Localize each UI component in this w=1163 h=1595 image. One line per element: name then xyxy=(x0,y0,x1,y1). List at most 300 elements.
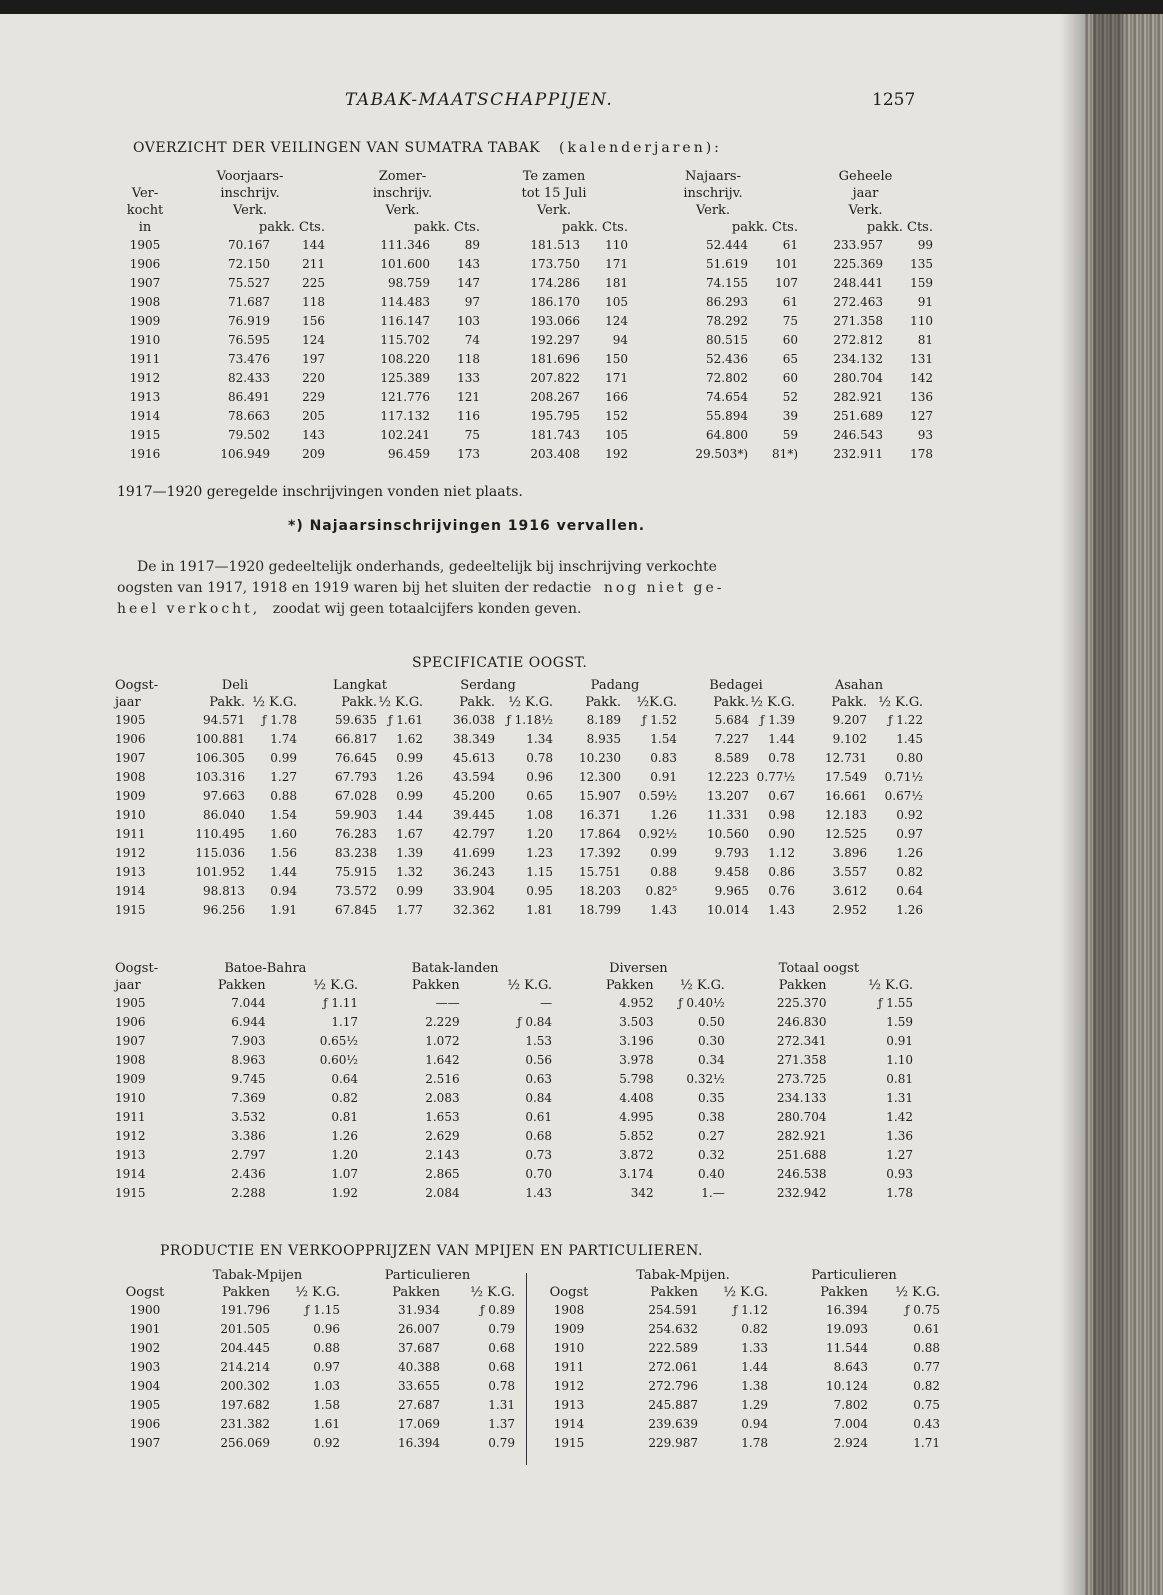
table-cell: Pakk. xyxy=(341,695,377,710)
table-row xyxy=(540,1320,940,1339)
table-cell: 0.34 xyxy=(698,1053,725,1067)
table-cell: ƒ 1.78 xyxy=(262,713,297,727)
table-cell: 0.65½ xyxy=(319,1034,359,1048)
table-cell: 2.797 xyxy=(231,1148,266,1162)
table-cell: 10.560 xyxy=(707,827,749,841)
table-cell: 36.243 xyxy=(453,865,495,879)
table-cell: Diversen xyxy=(609,961,668,976)
table-cell: Asahan xyxy=(834,678,884,693)
table-row xyxy=(115,749,923,768)
table-cell: 17.069 xyxy=(398,1417,440,1431)
table-cell: 10.230 xyxy=(579,751,621,765)
table-cell: 1.81 xyxy=(526,903,553,917)
table-cell: Verk. xyxy=(536,203,572,218)
table-cell: 178 xyxy=(910,447,933,461)
table-cell: 94 xyxy=(612,333,628,347)
table-cell: 1908 xyxy=(115,1053,146,1067)
table-cell: 131 xyxy=(910,352,933,366)
table-cell: Oogst xyxy=(549,1285,589,1300)
table-cell: ƒ 1.18½ xyxy=(506,713,553,727)
table-cell: 1907 xyxy=(129,276,161,290)
table-cell: 67.845 xyxy=(335,903,377,917)
table-cell: 0.99 xyxy=(270,751,297,765)
table-cell: 125.389 xyxy=(380,371,430,385)
table-row xyxy=(115,1051,913,1070)
table-cell: 74.654 xyxy=(706,390,748,404)
table-cell: 118 xyxy=(457,352,480,366)
table-cell: —— xyxy=(435,996,460,1010)
table-cell: 1.45 xyxy=(896,732,923,746)
table-cell: 116.147 xyxy=(380,314,430,328)
table-cell: Padang xyxy=(590,678,640,693)
table-cell: 0.32½ xyxy=(686,1072,725,1086)
table-cell: 0.77½ xyxy=(756,770,795,784)
table-row xyxy=(540,1339,940,1358)
specificatie-table-1-body xyxy=(115,711,923,920)
table-cell: 103.316 xyxy=(195,770,245,784)
table-cell: inschrijv. xyxy=(220,186,280,201)
table-cell: 251.689 xyxy=(833,409,883,423)
table-cell: 1.53 xyxy=(525,1034,553,1048)
table-cell: ½ K.G. xyxy=(878,695,923,710)
table-cell: 121.776 xyxy=(380,390,430,404)
table-cell: 152 xyxy=(605,409,628,423)
table-cell: 205 xyxy=(302,409,325,423)
table-cell: 0.97 xyxy=(896,827,923,841)
table-cell: 273.725 xyxy=(776,1072,827,1086)
table-cell: 12.731 xyxy=(825,751,867,765)
table-cell: ½ K.G. xyxy=(750,695,795,710)
table-cell: 1915 xyxy=(129,428,161,442)
table-row xyxy=(115,369,933,388)
table-cell: Pakk. xyxy=(459,695,495,710)
table-cell: 4.952 xyxy=(619,996,654,1010)
table-cell: 203.408 xyxy=(530,447,580,461)
table-cell: 272.796 xyxy=(648,1379,698,1393)
table-row xyxy=(115,1339,515,1358)
table-cell: 0.97 xyxy=(313,1360,340,1374)
table-cell: 0.79 xyxy=(488,1436,515,1450)
table-cell: 0.61 xyxy=(525,1110,553,1124)
table-cell: 181 xyxy=(605,276,628,290)
specificatie-table-2 xyxy=(115,960,913,1203)
table-cell: 76.283 xyxy=(335,827,377,841)
productie-table-right xyxy=(540,1267,940,1453)
table-cell: 1903 xyxy=(129,1360,161,1374)
table-cell: 0.95 xyxy=(526,884,553,898)
table-cell: Pakk. xyxy=(209,695,245,710)
table-cell: 97.663 xyxy=(203,789,245,803)
table-cell: 1.56 xyxy=(270,846,297,860)
table-cell: 1914 xyxy=(553,1417,585,1431)
table-cell: 1915 xyxy=(115,1186,146,1200)
table-cell: Langkat xyxy=(333,678,387,693)
productie-table-right-body xyxy=(540,1301,940,1453)
table-cell: 222.589 xyxy=(648,1341,698,1355)
table-cell: 39.445 xyxy=(453,808,495,822)
table-cell: 1.38 xyxy=(741,1379,768,1393)
table-cell: 3.532 xyxy=(231,1110,266,1124)
table-row xyxy=(540,1267,940,1284)
productie-table-left-body xyxy=(115,1301,515,1453)
table-cell: Geheele xyxy=(838,169,893,184)
table-cell: 0.32 xyxy=(698,1148,725,1162)
table-cell: 106.949 xyxy=(220,447,270,461)
table-cell: 98.759 xyxy=(388,276,430,290)
table-cell: 232.911 xyxy=(833,447,883,461)
table-cell: 0.76 xyxy=(768,884,795,898)
table-cell: 1.23 xyxy=(526,846,553,860)
table-row xyxy=(540,1358,940,1377)
table-cell: 43.594 xyxy=(453,770,495,784)
table-cell: 1910 xyxy=(129,333,161,347)
table-cell: 2.516 xyxy=(425,1072,460,1086)
table-cell: 8.189 xyxy=(586,713,621,727)
table-cell: 142 xyxy=(910,371,933,385)
table-cell: 55.894 xyxy=(706,409,748,423)
table-cell: 1913 xyxy=(115,865,146,879)
veilingen-title-suffix: (kalenderjaren): xyxy=(559,140,722,156)
table-cell: pakk. Cts. xyxy=(413,220,480,235)
table-cell: 115.036 xyxy=(195,846,245,860)
table-cell: ƒ 1.12 xyxy=(733,1303,768,1317)
table-cell: kocht xyxy=(126,203,164,218)
table-row xyxy=(115,407,933,426)
table-cell: ½ K.G. xyxy=(895,1285,940,1300)
table-row xyxy=(115,185,933,202)
table-cell: 1.27 xyxy=(270,770,297,784)
table-cell: 96.256 xyxy=(203,903,245,917)
table-cell: 39 xyxy=(782,409,798,423)
table-cell: 2.629 xyxy=(425,1129,460,1143)
table-cell: ½ K.G. xyxy=(723,1285,768,1300)
table-cell: 96.459 xyxy=(388,447,430,461)
table-cell: 4.995 xyxy=(619,1110,654,1124)
table-cell: 65 xyxy=(782,352,798,366)
table-row xyxy=(115,1358,515,1377)
table-cell: 229 xyxy=(302,390,325,404)
table-cell: 6.944 xyxy=(231,1015,266,1029)
table-row xyxy=(540,1377,940,1396)
table-cell: 1906 xyxy=(129,257,161,271)
table-cell: Verk. xyxy=(848,203,883,218)
table-cell: 76.595 xyxy=(228,333,270,347)
table-cell: 45.613 xyxy=(453,751,495,765)
table-cell: 2.229 xyxy=(425,1015,460,1029)
table-cell: 110 xyxy=(605,238,628,252)
table-row xyxy=(115,331,933,350)
table-cell: Verk. xyxy=(385,203,420,218)
table-cell: 117.132 xyxy=(380,409,430,423)
table-cell: 61 xyxy=(782,295,798,309)
table-cell: Batoe-Bahra xyxy=(224,961,307,976)
table-row xyxy=(115,863,923,882)
table-cell: 220 xyxy=(302,371,325,385)
table-cell: 282.921 xyxy=(833,390,883,404)
table-cell: 1.44 xyxy=(270,865,297,879)
table-row xyxy=(115,1415,515,1434)
table-cell: ƒ 1.22 xyxy=(888,713,923,727)
table-cell: 1914 xyxy=(115,884,146,898)
table-row xyxy=(115,882,923,901)
table-cell: 42.797 xyxy=(453,827,495,841)
table-cell: 1.37 xyxy=(488,1417,515,1431)
table-row xyxy=(115,711,923,730)
running-head-title: TABAK-MAATSCHAPPIJEN. xyxy=(345,90,614,110)
table-cell: 17.549 xyxy=(825,770,867,784)
table-cell: 181.513 xyxy=(530,238,580,252)
table-cell: 19.093 xyxy=(826,1322,868,1336)
table-cell: ½ K.G. xyxy=(313,978,359,993)
specificatie-table-2-header xyxy=(115,960,913,994)
table-cell: 10.124 xyxy=(826,1379,868,1393)
table-cell: Pakk. xyxy=(831,695,867,710)
table-cell: 1.71 xyxy=(913,1436,940,1450)
table-cell: 1911 xyxy=(115,1110,146,1124)
table-cell: 12.183 xyxy=(825,808,867,822)
table-cell: 0.82 xyxy=(896,865,923,879)
table-cell: 1907 xyxy=(115,1034,146,1048)
productie-table-right-header xyxy=(540,1267,940,1301)
table-cell: 1.78 xyxy=(886,1186,913,1200)
table-cell: 144 xyxy=(302,238,325,252)
table-cell: 0.78 xyxy=(526,751,553,765)
table-cell: 67.793 xyxy=(335,770,377,784)
table-cell: 197.682 xyxy=(220,1398,270,1412)
table-cell: 272.341 xyxy=(776,1034,827,1048)
table-cell: jaar xyxy=(115,695,141,710)
table-cell: 209 xyxy=(302,447,325,461)
table-cell: 1914 xyxy=(129,409,161,423)
table-cell: 256.069 xyxy=(220,1436,270,1450)
table-row xyxy=(115,1184,913,1203)
table-cell: 0.88 xyxy=(650,865,677,879)
table-cell: 59 xyxy=(782,428,798,442)
table-cell: 124 xyxy=(302,333,325,347)
table-row xyxy=(115,1434,515,1453)
table-cell: 121 xyxy=(457,390,480,404)
table-cell: 12.525 xyxy=(825,827,867,841)
table-cell: 114.483 xyxy=(380,295,430,309)
table-cell: 82.433 xyxy=(228,371,270,385)
table-cell: 207.822 xyxy=(530,371,580,385)
table-cell: 1.67 xyxy=(396,827,423,841)
table-cell: 181.743 xyxy=(530,428,580,442)
table-cell: 0.81 xyxy=(886,1072,913,1086)
table-cell: 75.915 xyxy=(335,865,377,879)
table-cell: 9.745 xyxy=(231,1072,266,1086)
book-page-edges xyxy=(1085,14,1163,1595)
table-cell: 94.571 xyxy=(203,713,245,727)
table-cell: 1.91 xyxy=(270,903,297,917)
table-cell: 0.60½ xyxy=(319,1053,359,1067)
table-row xyxy=(115,293,933,312)
table-cell: 173 xyxy=(457,447,480,461)
table-cell: Pakken xyxy=(605,978,654,993)
table-cell: 1.12 xyxy=(768,846,795,860)
table-cell: 0.88 xyxy=(270,789,297,803)
table-row xyxy=(115,236,933,255)
table-cell: 9.207 xyxy=(832,713,867,727)
table-row xyxy=(115,1165,913,1184)
table-cell: 1915 xyxy=(115,903,146,917)
table-row xyxy=(115,1320,515,1339)
table-cell: 0.80 xyxy=(896,751,923,765)
table-cell: 0.90 xyxy=(768,827,795,841)
table-cell: ½ K.G. xyxy=(252,695,297,710)
table-cell: 239.639 xyxy=(648,1417,698,1431)
table-cell: 192.297 xyxy=(530,333,580,347)
table-cell: 52 xyxy=(782,390,798,404)
table-cell: 66.817 xyxy=(335,732,377,746)
paragraph-line-3 xyxy=(117,599,581,620)
table-cell: 193.066 xyxy=(530,314,580,328)
table-cell: 67.028 xyxy=(335,789,377,803)
table-cell: 0.43 xyxy=(913,1417,940,1431)
table-cell: ƒ 1.61 xyxy=(388,713,423,727)
table-cell: 60 xyxy=(782,371,798,385)
paragraph-line-2-spaced: nog niet ge- xyxy=(603,580,725,596)
table-cell: 1911 xyxy=(129,352,161,366)
table-cell: 1.07 xyxy=(331,1167,359,1181)
table-cell: 1.62 xyxy=(396,732,423,746)
paragraph-line-3-spaced: heel verkocht, xyxy=(117,601,261,617)
table-cell: 107 xyxy=(775,276,798,290)
table-cell: ƒ 0.75 xyxy=(905,1303,940,1317)
table-cell: 2.952 xyxy=(832,903,867,917)
table-cell: 233.957 xyxy=(833,238,883,252)
table-cell: 4.408 xyxy=(619,1091,654,1105)
table-cell: 1907 xyxy=(115,751,146,765)
table-row xyxy=(540,1396,940,1415)
table-cell: 7.044 xyxy=(231,996,266,1010)
table-cell: 80.515 xyxy=(706,333,748,347)
table-cell: Pakken xyxy=(820,1285,868,1300)
table-cell: 1909 xyxy=(115,1072,146,1086)
table-cell: Ver- xyxy=(131,186,159,201)
table-cell: 1906 xyxy=(129,1417,161,1431)
table-row xyxy=(115,977,913,994)
table-cell: 12.223 xyxy=(707,770,749,784)
table-cell: ½ K.G. xyxy=(295,1285,340,1300)
veilingen-title-text: OVERZICHT DER VEILINGEN VAN SUMATRA TABAK xyxy=(133,140,541,156)
table-cell: Pakken xyxy=(222,1285,270,1300)
table-cell: 0.35 xyxy=(698,1091,725,1105)
table-cell: 97 xyxy=(464,295,480,309)
table-cell: 101 xyxy=(775,257,798,271)
table-cell: Batak-landen xyxy=(411,961,499,976)
table-cell: 192 xyxy=(605,447,628,461)
table-cell: 1.31 xyxy=(488,1398,515,1412)
table-cell: 1904 xyxy=(129,1379,161,1393)
productie-title: PRODUCTIE EN VERKOOPPRIJZEN VAN MPIJEN EN PARTICULIEREN. xyxy=(160,1243,703,1259)
table-cell: 1914 xyxy=(115,1167,146,1181)
table-cell: 2.288 xyxy=(231,1186,266,1200)
table-cell: jaar xyxy=(115,978,141,993)
table-cell: 0.61 xyxy=(913,1322,940,1336)
table-row xyxy=(115,1070,913,1089)
table-cell: 1908 xyxy=(129,295,161,309)
table-cell: Tabak-Mpijen. xyxy=(636,1268,730,1283)
table-cell: 18.203 xyxy=(579,884,621,898)
table-cell: ƒ 1.15 xyxy=(305,1303,340,1317)
table-cell: 16.371 xyxy=(579,808,621,822)
table-cell: 11.544 xyxy=(826,1341,868,1355)
table-cell: 91 xyxy=(917,295,933,309)
table-cell: 1909 xyxy=(115,789,146,803)
table-cell: ƒ 1.11 xyxy=(323,996,359,1010)
table-cell: pakk. Cts. xyxy=(866,220,933,235)
table-cell: Voorjaars- xyxy=(216,169,284,184)
table-cell: 1902 xyxy=(129,1341,161,1355)
table-cell: 1905 xyxy=(115,996,146,1010)
table-cell: 89 xyxy=(464,238,480,252)
table-cell: 0.88 xyxy=(913,1341,940,1355)
table-cell: 86.491 xyxy=(228,390,270,404)
table-cell: 1.31 xyxy=(886,1091,913,1105)
table-cell: 1.34 xyxy=(526,732,553,746)
table-row xyxy=(115,202,933,219)
table-cell: 111.346 xyxy=(380,238,430,252)
table-cell: 0.50 xyxy=(698,1015,725,1029)
table-cell: 3.196 xyxy=(619,1034,654,1048)
table-cell: 200.302 xyxy=(220,1379,270,1393)
table-cell: 75 xyxy=(464,428,480,442)
paragraph-line-1: De in 1917—1920 gedeeltelijk onderhands, gedeeltelijk bij inschrijving verkochte xyxy=(137,559,717,575)
table-cell: 101.600 xyxy=(380,257,430,271)
table-cell: 1.26 xyxy=(396,770,423,784)
table-cell: Deli xyxy=(221,678,249,693)
table-cell: 86.040 xyxy=(203,808,245,822)
table-cell: 100.881 xyxy=(195,732,245,746)
table-cell: 0.73 xyxy=(525,1148,553,1162)
table-row xyxy=(115,168,933,185)
table-cell: 1.39 xyxy=(396,846,423,860)
table-cell: 7.903 xyxy=(231,1034,266,1048)
table-cell: 246.543 xyxy=(833,428,883,442)
table-cell: 1.54 xyxy=(650,732,677,746)
table-cell: ½ K.G. xyxy=(680,978,725,993)
table-cell: 0.64 xyxy=(331,1072,359,1086)
table-cell: 1905 xyxy=(129,1398,161,1412)
paragraph-line-2 xyxy=(117,578,725,599)
table-cell: 71.687 xyxy=(228,295,270,309)
table-cell: 0.77 xyxy=(913,1360,940,1374)
table-cell: ½ K.G. xyxy=(378,695,423,710)
table-cell: 60 xyxy=(782,333,798,347)
table-cell: 1.— xyxy=(701,1186,725,1200)
table-row xyxy=(115,730,923,749)
table-cell: Verk. xyxy=(695,203,731,218)
specificatie-title: SPECIFICATIE OOGST. xyxy=(412,655,588,671)
table-cell: 52.444 xyxy=(706,238,748,252)
table-cell: 0.64 xyxy=(896,884,923,898)
table-cell: 1.61 xyxy=(313,1417,340,1431)
table-cell: 135 xyxy=(910,257,933,271)
table-cell: 1.59 xyxy=(886,1015,913,1029)
table-cell: 59.635 xyxy=(335,713,377,727)
table-cell: Verk. xyxy=(232,203,268,218)
table-cell: ½ K.G. xyxy=(868,978,913,993)
veilingen-table-body xyxy=(115,236,933,464)
table-cell: 1912 xyxy=(115,1129,146,1143)
table-cell xyxy=(115,1267,175,1284)
table-cell: ƒ 0.40½ xyxy=(678,996,725,1010)
table-row xyxy=(115,1301,515,1320)
table-cell: 1909 xyxy=(553,1322,585,1336)
table-cell: 7.227 xyxy=(714,732,749,746)
table-cell: 1912 xyxy=(115,846,146,860)
